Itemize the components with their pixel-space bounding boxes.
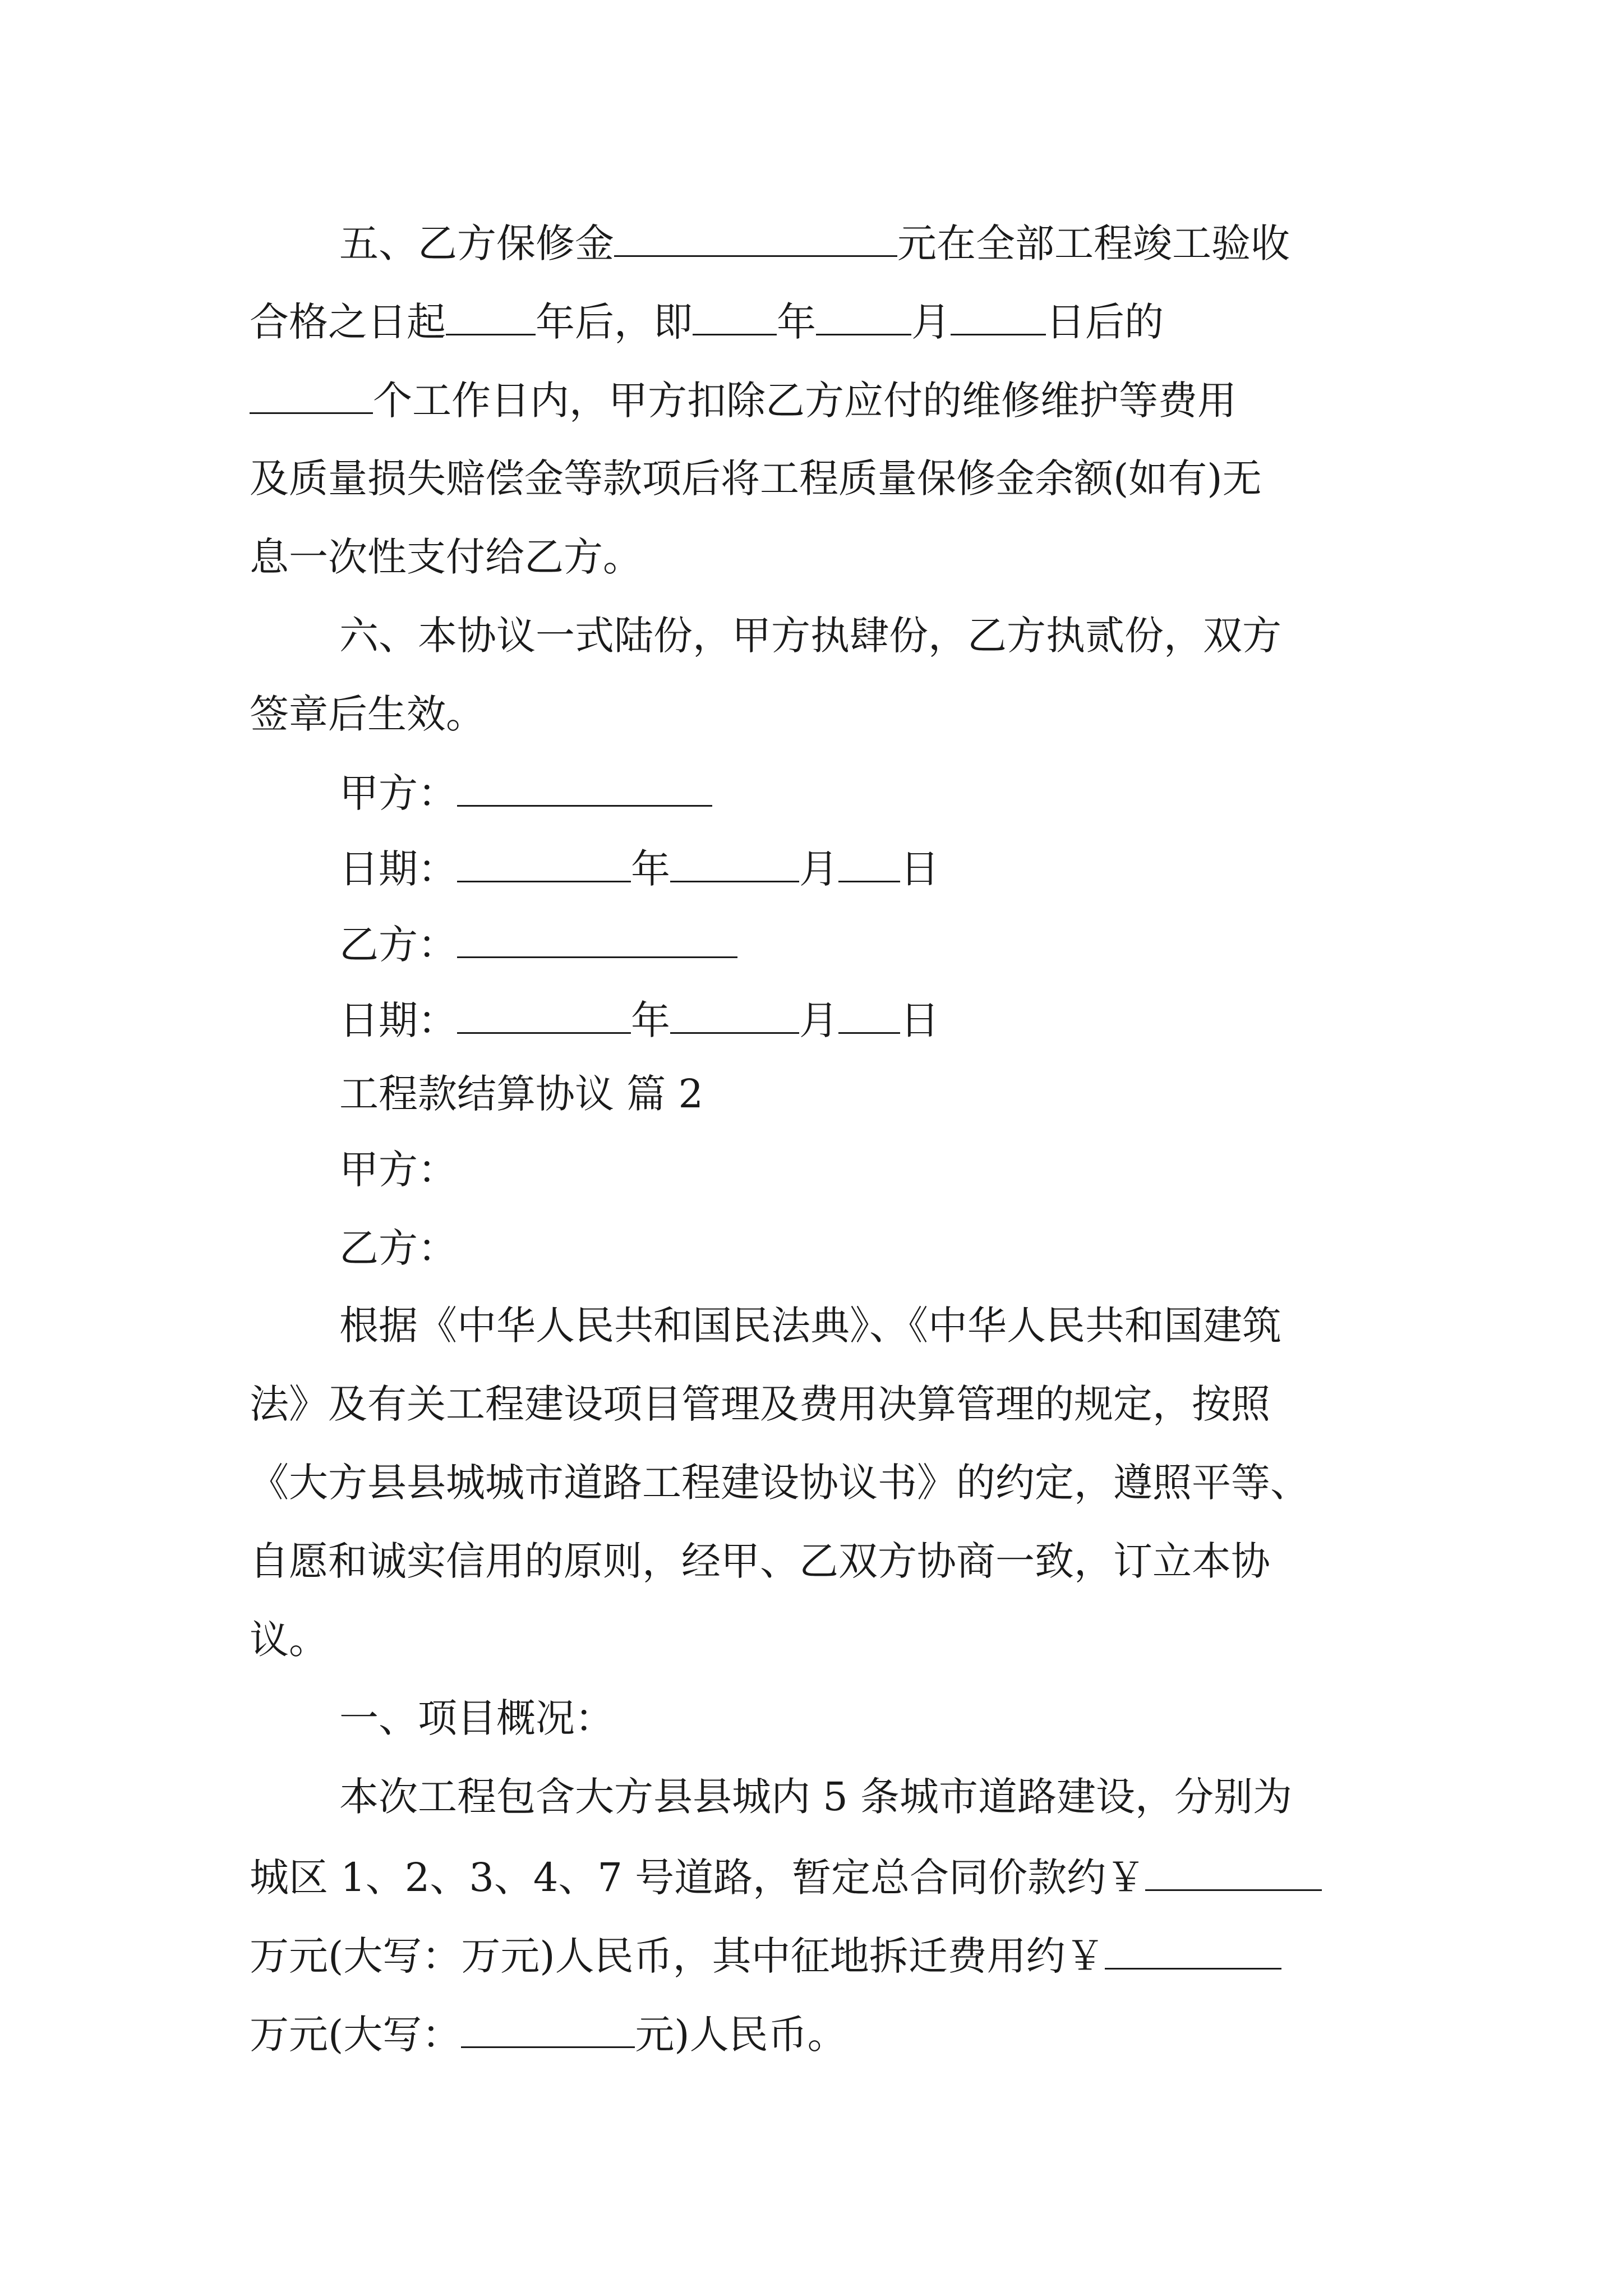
section5-text: 日后的 xyxy=(1046,299,1164,345)
date-row-1 xyxy=(339,846,939,892)
amount-blank xyxy=(614,222,897,257)
date-row-2 xyxy=(339,997,939,1043)
item1-line2 xyxy=(250,1855,1322,1901)
workdays-blank xyxy=(250,379,373,414)
item1-text: 元)人民币。 xyxy=(635,2012,847,2058)
year-blank xyxy=(457,999,631,1034)
item1-text: 城区 1、2、3、4、7 号道路，暂定总合同价款约￥ xyxy=(250,1855,1146,1901)
section5-text: 五、乙方保修金 xyxy=(339,220,614,266)
party-a-label: 甲方： xyxy=(339,770,457,816)
year-label: 年 xyxy=(631,997,670,1043)
date-label: 日期： xyxy=(339,997,457,1043)
day-label: 日 xyxy=(900,846,939,892)
years-blank xyxy=(446,300,536,335)
section5-text: 元在全部工程竣工验收 xyxy=(897,220,1290,266)
section5-line5: 息一次性支付给乙方。 xyxy=(250,534,642,580)
demolition-amount-blank xyxy=(1105,1934,1281,1970)
party-b-signature-row xyxy=(339,922,737,968)
item1-line1: 本次工程包含大方县县城内 5 条城市道路建设，分别为 xyxy=(339,1774,1293,1820)
agreement2-party-a: 甲方： xyxy=(339,1147,457,1193)
month-label: 月 xyxy=(799,846,838,892)
day-blank xyxy=(951,300,1046,335)
item1-text: 万元(大写：万元)人民币，其中征地拆迁费用约￥ xyxy=(250,1933,1105,1979)
preamble-line: 自愿和诚实信用的原则，经甲、乙双方协商一致，订立本协 xyxy=(250,1538,1270,1584)
month-label: 月 xyxy=(799,997,838,1043)
item1-text: 万元(大写： xyxy=(250,2012,462,2058)
section5-text: 合格之日起 xyxy=(250,299,446,345)
month-blank xyxy=(670,999,799,1034)
agreement2-party-b: 乙方： xyxy=(339,1225,457,1271)
section6-line2: 签章后生效。 xyxy=(250,691,485,737)
section6-line1: 六、本协议一式陆份，甲方执肆份，乙方执贰份，双方 xyxy=(339,613,1281,659)
day-label: 日 xyxy=(900,997,939,1043)
month-blank xyxy=(670,847,799,882)
preamble-line: 《大方县县城城市道路工程建设协议书》的约定，遵照平等、 xyxy=(250,1460,1310,1506)
section5-text: 年后，即 xyxy=(536,299,693,345)
day-blank xyxy=(838,999,900,1034)
section5-text: 个工作日内，甲方扣除乙方应付的维修维护等费用 xyxy=(373,378,1237,424)
section5-line4: 及质量损失赔偿金等款项后将工程质量保修金余额(如有)无 xyxy=(250,455,1262,501)
preamble-line: 议。 xyxy=(250,1617,328,1663)
item1-heading: 一、项目概况： xyxy=(339,1695,614,1741)
day-blank xyxy=(838,847,900,882)
party-a-blank xyxy=(457,771,712,807)
agreement2-title: 工程款结算协议 篇 2 xyxy=(339,1071,704,1117)
item1-line3 xyxy=(250,1933,1281,1979)
party-b-blank xyxy=(457,923,737,958)
section5-text: 年 xyxy=(777,299,816,345)
contract-amount-blank xyxy=(1145,1856,1322,1891)
section5-line1 xyxy=(339,220,1290,266)
preamble-line: 根据《中华人民共和国民法典》、《中华人民共和国建筑 xyxy=(339,1303,1281,1349)
year-blank xyxy=(693,300,777,335)
year-blank xyxy=(457,847,631,882)
year-label: 年 xyxy=(631,846,670,892)
section5-text: 月 xyxy=(911,299,951,345)
section5-line2 xyxy=(250,299,1164,345)
capital-amount-blank xyxy=(461,2013,635,2048)
section5-line3 xyxy=(250,378,1237,424)
preamble-line: 法》及有关工程建设项目管理及费用决算管理的规定，按照 xyxy=(250,1381,1270,1427)
party-b-label: 乙方： xyxy=(339,922,457,968)
item1-line4 xyxy=(250,2012,847,2058)
month-blank xyxy=(816,300,911,335)
party-a-signature-row xyxy=(339,770,712,816)
date-label: 日期： xyxy=(339,846,457,892)
